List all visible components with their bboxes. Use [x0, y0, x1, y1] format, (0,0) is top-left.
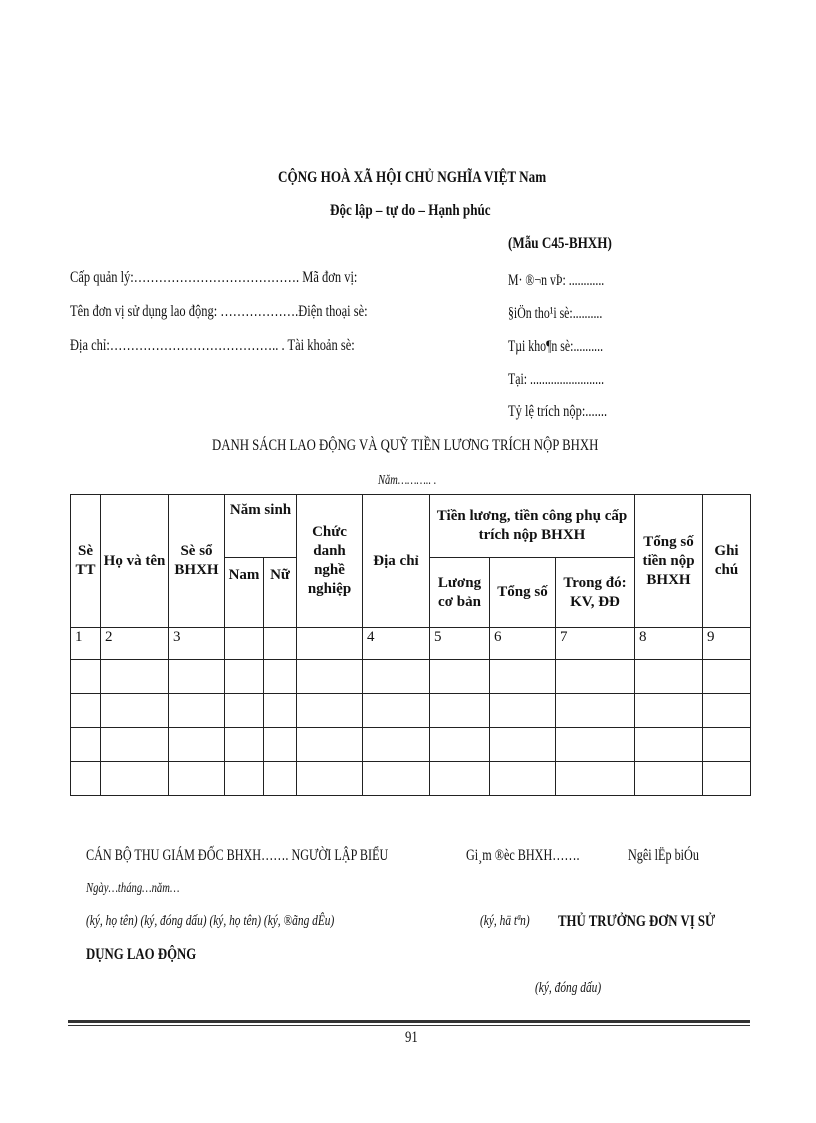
info-account: Tµi kho¶n sè:.......... [508, 338, 604, 355]
footer-rule-thick [68, 1020, 750, 1023]
table-cell: 8 [635, 628, 703, 660]
header-male: Nam [225, 558, 264, 628]
table-row [71, 694, 751, 728]
header-address: Địa chỉ [363, 495, 430, 628]
table-row [71, 728, 751, 762]
signature-instruction-right: (ký, hä tªn) [480, 913, 530, 929]
signature-roles-director: Gi¸m ®èc BHXH……. [466, 847, 580, 864]
header-name: Họ và tên [101, 495, 169, 628]
form-code: (Mẫu C45-BHXH) [508, 235, 612, 252]
table-cell: 1 [71, 628, 101, 660]
table-cell: 9 [703, 628, 751, 660]
table-row [71, 628, 751, 660]
header-note: Ghi chú [703, 495, 751, 628]
table-cell: 3 [169, 628, 225, 660]
head-of-unit-a: THỦ TRƯỞNG ĐƠN VỊ SỬ [558, 913, 716, 930]
header-of-which: Trong đó: KV, ĐĐ [556, 558, 635, 628]
header-base-salary: Lương cơ bản [430, 558, 490, 628]
table-cell [225, 628, 264, 660]
header-stt: Sè TT [71, 495, 101, 628]
table-cell: 5 [430, 628, 490, 660]
table-row [71, 762, 751, 796]
table-row [71, 660, 751, 694]
info-rate: Tỷ lệ trích nộp:....... [508, 403, 608, 420]
table-cell: 2 [101, 628, 169, 660]
motto: Độc lập – tự do – Hạnh phúc [330, 202, 491, 219]
info-phone: §iÖn tho¹i sè:.......... [508, 305, 603, 322]
header-female: Nữ [264, 558, 297, 628]
info-address: Địa chỉ:………………………………….. . Tài khoản sè: [70, 337, 355, 354]
info-management-level: Cấp quản lý:…………………………………. Mã đơn vị: [70, 269, 358, 286]
head-of-unit-b: DỤNG LAO ĐỘNG [86, 946, 197, 963]
header-total-paid: Tổng số tiền nộp BHXH [635, 495, 703, 628]
header-birth-year: Năm sinh [225, 495, 297, 558]
info-bank: Tại: ......................... [508, 371, 605, 388]
header-book-number: Sè sổ BHXH [169, 495, 225, 628]
final-signature-note: (ký, đóng dấu) [535, 980, 602, 996]
labor-fund-table [70, 494, 751, 796]
year-line: Năm……….. . [378, 473, 437, 488]
signature-roles-preparer: Ngêi lËp biÓu [628, 847, 699, 864]
header-job-title: Chức danh nghề nghiệp [297, 495, 363, 628]
footer-rule-thin [68, 1025, 750, 1026]
list-title: DANH SÁCH LAO ĐỘNG VÀ QUỸ TIỀN LƯƠNG TRÍCH NỘP BHXH [212, 437, 599, 454]
info-unit-name: Tên đơn vị sử dụng lao động: ……………….Điện thoại sè: [70, 303, 368, 320]
header-salary: Tiền lương, tiền công phụ cấp trích nộp BHXH [430, 495, 635, 558]
table-cell: 4 [363, 628, 430, 660]
table-cell [297, 628, 363, 660]
page-number: 91 [405, 1029, 418, 1046]
signature-roles: CÁN BỘ THU GIÁM ĐỐC BHXH……. NGƯỜI LẬP BIỂU [86, 847, 389, 864]
header-total: Tổng số [490, 558, 556, 628]
signature-date: Ngày…tháng…năm… [86, 881, 180, 896]
table-cell: 7 [556, 628, 635, 660]
table-cell: 6 [490, 628, 556, 660]
info-unit-code: M· ®¬n vÞ: ............ [508, 272, 605, 289]
table-cell [264, 628, 297, 660]
signature-instructions: (ký, họ tên) (ký, đóng dấu) (ký, họ tên) (ký, ®ãng dÊu) [86, 913, 335, 929]
national-title: CỘNG HOÀ XÃ HỘI CHỦ NGHĨA VIỆT Nam [278, 169, 547, 186]
